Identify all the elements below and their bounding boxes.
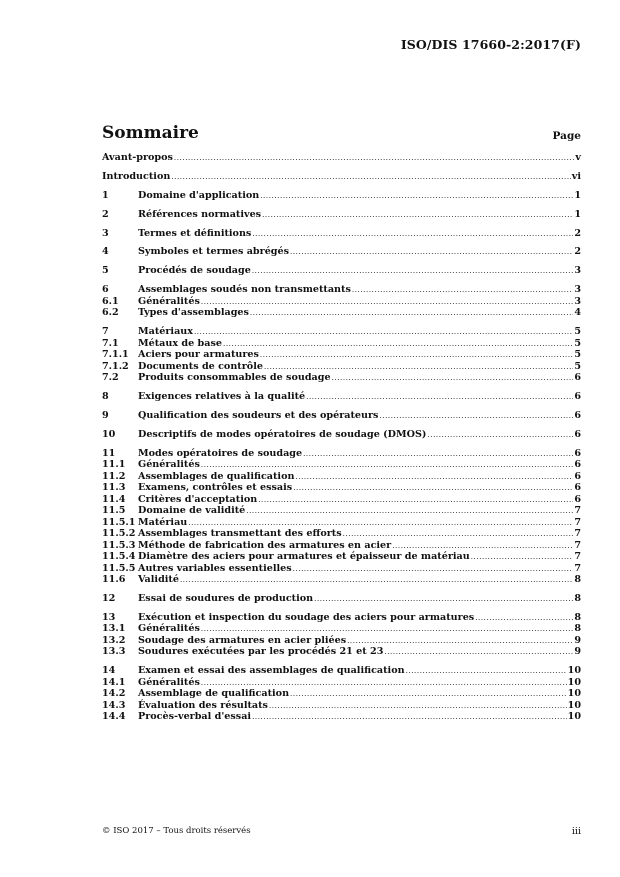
- toc-entry[interactable]: [102, 284, 581, 296]
- toc-entry-page: 8: [574, 611, 581, 623]
- copyright-notice: © ISO 2017 – Tous droits réservés: [102, 826, 251, 836]
- toc-heading: [102, 123, 581, 143]
- toc-entry-title: Termes et définitions: [138, 227, 252, 239]
- toc-entry[interactable]: [102, 209, 581, 221]
- toc-entry-page: 6: [574, 391, 581, 403]
- toc-entry[interactable]: [102, 482, 581, 494]
- toc-entry-title: Examens, contrôles et essais: [138, 482, 293, 494]
- toc-entry[interactable]: [102, 528, 581, 540]
- toc-entry[interactable]: [102, 711, 581, 723]
- toc-entry-title: Généralités: [138, 459, 200, 471]
- toc-entry-page: 3: [574, 295, 581, 307]
- toc-entry-number: 7.1.2: [102, 360, 129, 372]
- toc-entry-number: 2: [102, 208, 109, 220]
- toc-entry-page: 6: [574, 447, 581, 459]
- dot-leader: [252, 229, 573, 241]
- toc-entry[interactable]: [102, 349, 581, 361]
- toc-entry-number: 11.2: [102, 470, 126, 482]
- toc-entry-number: 13: [102, 611, 116, 623]
- toc-entry-page: 8: [574, 623, 581, 635]
- toc-entry-number: 11.3: [102, 482, 126, 494]
- toc-entry-title: Diamètre des aciers pour armatures et épaisseur de matériau: [138, 551, 470, 563]
- toc-entry[interactable]: [102, 307, 581, 319]
- toc-entry[interactable]: [102, 688, 581, 700]
- toc-entry-page: 8: [574, 574, 581, 586]
- toc-entry-page: 3: [574, 265, 581, 277]
- toc-entry-title: Méthode de fabrication des armatures en acier: [138, 539, 392, 551]
- toc-entry-page: 6: [574, 482, 581, 494]
- toc-entry-page: 6: [574, 409, 581, 421]
- toc-entry-title: Généralités: [138, 295, 200, 307]
- toc-entry-title: Métaux de base: [138, 337, 222, 349]
- page-footer: [102, 826, 581, 838]
- toc-entry-number: 10: [102, 428, 116, 440]
- toc-entry-title: Avant-propos: [102, 152, 173, 163]
- toc-entry-page: 6: [574, 493, 581, 505]
- toc-entry-title: Matériau: [138, 516, 188, 528]
- toc-entry-number: 11.5: [102, 505, 126, 517]
- toc-entry-page: 7: [574, 562, 581, 574]
- toc-entry-title: Critères d'acceptation: [138, 493, 258, 505]
- toc-entry-number: 13.1: [102, 623, 126, 635]
- toc-entry-number: 6: [102, 284, 109, 296]
- dot-leader: [174, 153, 575, 165]
- page-column-label: Page: [552, 130, 581, 142]
- toc-entry[interactable]: [102, 505, 581, 517]
- toc-entry-page: 5: [574, 326, 581, 338]
- toc-entry-number: 4: [102, 246, 109, 258]
- toc-entry[interactable]: [102, 646, 581, 658]
- toc-entry-page: 2: [574, 227, 581, 239]
- toc-entry-title: Références normatives: [138, 208, 262, 220]
- toc-entry-page: 10: [567, 676, 581, 688]
- toc-entry-page: 10: [567, 688, 581, 700]
- toc-entry[interactable]: [102, 265, 581, 277]
- toc-entry[interactable]: [102, 410, 581, 422]
- toc-entry[interactable]: [102, 372, 581, 384]
- dot-leader: [427, 430, 573, 442]
- dot-leader: [171, 172, 570, 184]
- toc-entry-number: 1: [102, 189, 109, 201]
- toc-entry[interactable]: [102, 246, 581, 258]
- dot-leader: [290, 247, 573, 259]
- toc-entry-page: 9: [574, 634, 581, 646]
- toc-entry[interactable]: [102, 448, 581, 460]
- toc-entry-title: Modes opératoires de soudage: [138, 447, 303, 459]
- toc-entry[interactable]: [102, 459, 581, 471]
- toc-entry-title: Documents de contrôle: [138, 360, 263, 372]
- toc-entry-page: 6: [574, 428, 581, 440]
- toc-entry-number: 14: [102, 665, 116, 677]
- toc-entry[interactable]: [102, 429, 581, 441]
- dot-leader: [306, 392, 573, 404]
- toc-entry-number: 14.4: [102, 711, 126, 723]
- dot-leader: [384, 647, 573, 659]
- toc-entry-number: 11.4: [102, 493, 126, 505]
- toc-entry-number: 8: [102, 391, 109, 403]
- toc-entry-title: Généralités: [138, 623, 200, 635]
- toc-entry-number: 14.1: [102, 676, 126, 688]
- toc-entry-page: 10: [567, 665, 581, 677]
- toc-entry-page: 1: [574, 189, 581, 201]
- toc-entry-number: 11.5.5: [102, 562, 136, 574]
- toc-entry[interactable]: [102, 623, 581, 635]
- toc-entry[interactable]: [102, 471, 581, 483]
- toc-entry[interactable]: [102, 190, 581, 202]
- toc-entry[interactable]: [102, 540, 581, 552]
- toc-entry-number: 14.2: [102, 688, 126, 700]
- toc-entry-page: 3: [574, 284, 581, 296]
- toc-entry[interactable]: [102, 152, 581, 164]
- toc-entry-title: Assemblages transmettant des efforts: [138, 528, 342, 540]
- toc-entry-title: Assemblages soudés non transmettants: [138, 284, 351, 296]
- toc-entry-number: 11.6: [102, 574, 126, 586]
- toc-entry[interactable]: [102, 563, 581, 575]
- toc-entry[interactable]: [102, 551, 581, 563]
- toc-entry-number: 11.5.1: [102, 516, 136, 528]
- toc-entry-page: 5: [574, 337, 581, 349]
- toc-entry-title: Introduction: [102, 170, 171, 182]
- toc-entry-title: Matériaux: [138, 326, 193, 338]
- toc-entry-title: Domaine d'application: [138, 189, 260, 201]
- toc-entry-number: 11.5.3: [102, 539, 136, 551]
- toc-entry-page: 7: [574, 551, 581, 563]
- toc-entry-number: 5: [102, 265, 109, 277]
- toc-entry-title: Procès-verbal d'essai: [138, 711, 252, 723]
- toc-entry-title: Généralités: [138, 676, 200, 688]
- toc-entry[interactable]: [102, 391, 581, 403]
- dot-leader: [252, 712, 567, 724]
- toc-entry[interactable]: [102, 593, 581, 605]
- toc-entry-title: Domaine de validité: [138, 505, 246, 517]
- toc-entry[interactable]: [102, 494, 581, 506]
- toc-entry[interactable]: [102, 361, 581, 373]
- toc-entry-page: 7: [574, 539, 581, 551]
- toc-entry-title: Types d'assemblages: [138, 307, 249, 319]
- dot-leader: [262, 210, 573, 222]
- toc-entry[interactable]: [102, 635, 581, 647]
- toc-entry[interactable]: [102, 228, 581, 240]
- toc-entry-number: 6.2: [102, 307, 119, 319]
- toc-entry-page: 6: [574, 470, 581, 482]
- toc-entry[interactable]: [102, 296, 581, 308]
- dot-leader: [260, 191, 573, 203]
- toc-entry-page: 6: [574, 372, 581, 384]
- toc-entry[interactable]: [102, 517, 581, 529]
- toc-entry-title: Autres variables essentielles: [138, 562, 292, 574]
- toc-entry-title: Symboles et termes abrégés: [138, 246, 290, 258]
- dot-leader: [379, 411, 573, 423]
- toc-entry[interactable]: [102, 612, 581, 624]
- dot-leader: [314, 594, 573, 606]
- toc-entry-title: Validité: [138, 574, 179, 586]
- toc-entry-title: Assemblages de qualification: [138, 470, 295, 482]
- toc-entry-number: 7.1.1: [102, 349, 129, 361]
- page-number: iii: [571, 826, 581, 837]
- toc-entry-title: Procédés de soudage: [138, 265, 251, 277]
- toc-entry-title: Exécution et inspection du soudage des aciers pour armatures: [138, 611, 475, 623]
- toc-entry-page: 2: [574, 246, 581, 258]
- toc-entry[interactable]: [102, 677, 581, 689]
- toc-entry-number: 6.1: [102, 295, 119, 307]
- dot-leader: [250, 308, 573, 320]
- toc-entry-title: Évaluation des résultats: [138, 699, 268, 711]
- toc-entry-page: 6: [574, 459, 581, 471]
- toc-entry-title: Exigences relatives à la qualité: [138, 391, 306, 403]
- toc-entry-title: Essai de soudures de production: [138, 593, 314, 605]
- toc-entry-title: Soudures exécutées par les procédés 21 et 23: [138, 646, 384, 658]
- table-of-contents: [102, 152, 581, 723]
- toc-entry-number: 3: [102, 227, 109, 239]
- toc-entry[interactable]: [102, 171, 581, 183]
- toc-entry-number: 11.1: [102, 459, 126, 471]
- dot-leader: [332, 373, 574, 385]
- toc-entry-number: 11: [102, 447, 116, 459]
- toc-entry[interactable]: [102, 326, 581, 338]
- toc-entry-title: Assemblage de qualification: [138, 688, 290, 700]
- toc-entry[interactable]: [102, 574, 581, 586]
- toc-title: Sommaire: [102, 123, 199, 143]
- toc-entry-number: 7.1: [102, 337, 119, 349]
- dot-leader: [252, 266, 573, 278]
- toc-entry-page: 7: [574, 505, 581, 517]
- toc-entry-title: Examen et essai des assemblages de qualification: [138, 665, 405, 677]
- toc-entry[interactable]: [102, 338, 581, 350]
- toc-entry-number: 13.2: [102, 634, 126, 646]
- toc-entry-page: 1: [574, 208, 581, 220]
- document-id: ISO/DIS 17660-2:2017(F): [400, 37, 581, 52]
- toc-entry-number: 12: [102, 593, 116, 605]
- toc-entry[interactable]: [102, 700, 581, 712]
- dot-leader: [180, 575, 573, 587]
- toc-entry-number: 13.3: [102, 646, 126, 658]
- toc-entry-page: 7: [574, 516, 581, 528]
- toc-entry-title: Produits consommables de soudage: [138, 372, 331, 384]
- toc-entry-page: 9: [574, 646, 581, 658]
- toc-entry-number: 11.5.4: [102, 551, 136, 563]
- toc-entry-page: 8: [574, 593, 581, 605]
- toc-entry-number: 7.2: [102, 372, 119, 384]
- toc-entry-title: Qualification des soudeurs et des opérateurs: [138, 409, 379, 421]
- toc-entry-title: Soudage des armatures en acier pliées: [138, 634, 347, 646]
- toc-entry-number: 11.5.2: [102, 528, 136, 540]
- toc-entry-number: 7: [102, 326, 109, 338]
- toc-entry-page: v: [575, 152, 581, 163]
- toc-entry-page: 7: [574, 528, 581, 540]
- toc-entry-title: Descriptifs de modes opératoires de soudage (DMOS): [138, 428, 427, 440]
- toc-entry-number: 9: [102, 409, 109, 421]
- toc-entry[interactable]: [102, 665, 581, 677]
- toc-entry-page: 10: [567, 711, 581, 723]
- toc-entry-page: vi: [571, 170, 581, 182]
- toc-entry-number: 14.3: [102, 699, 126, 711]
- toc-entry-page: 5: [574, 349, 581, 361]
- toc-entry-page: 10: [567, 699, 581, 711]
- toc-entry-page: 5: [574, 360, 581, 372]
- toc-entry-title: Aciers pour armatures: [138, 349, 259, 361]
- toc-entry-page: 4: [574, 307, 581, 319]
